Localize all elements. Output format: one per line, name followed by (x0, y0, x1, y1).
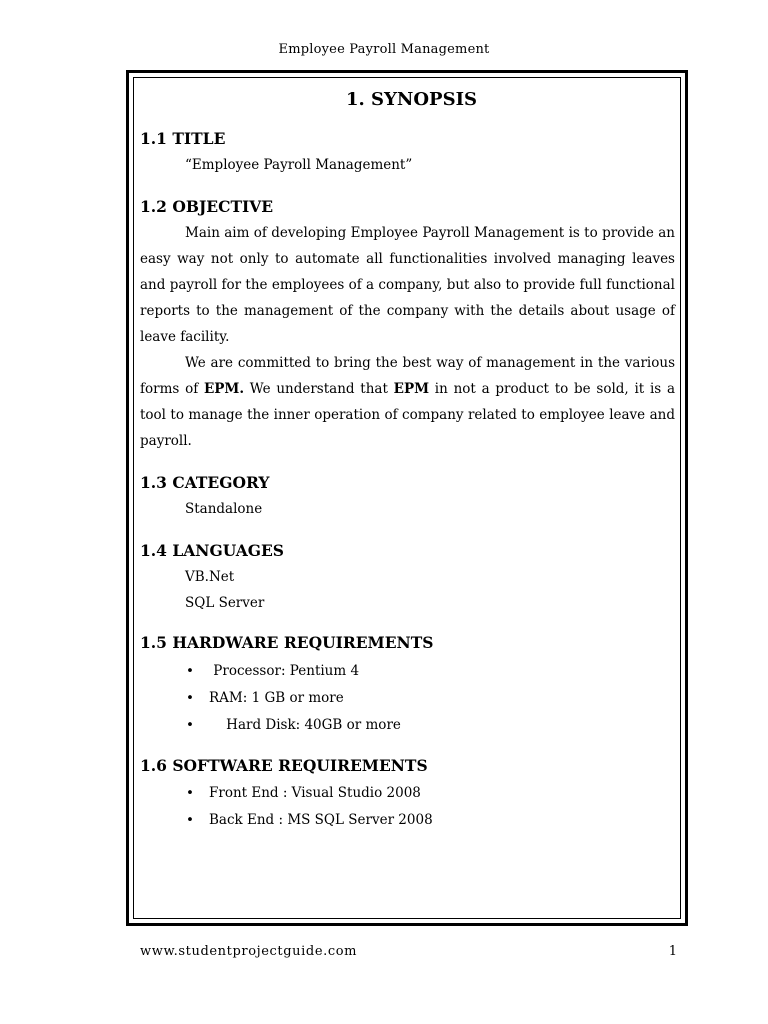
hardware-item (140, 658, 675, 685)
page-content (140, 86, 675, 834)
footer-url: www.studentprojectguide.com (140, 944, 358, 959)
section-software-heading: 1.6 SOFTWARE REQUIREMENTS (140, 756, 428, 775)
software-list (140, 780, 675, 834)
section-languages-heading: 1.4 LANGUAGES (140, 541, 285, 560)
software-item (140, 780, 675, 807)
objective-body (140, 220, 675, 454)
objective-paragraph-1: Main aim of developing Employee Payroll Management is to provide an easy way not only to automate all functionalities involved managing leaves and payroll for the employees of a company, but also to provide full functional reports to the management of the company with the details about usage of leave facility. (140, 225, 675, 345)
language-item: VB.Net (185, 569, 235, 585)
objective-text-segment: We understand that (244, 381, 394, 397)
hardware-item-text: Hard Disk: 40GB or more (209, 717, 401, 733)
category-text: Standalone (185, 501, 263, 517)
epm-bold-term: EPM (393, 381, 430, 397)
hardware-item (140, 712, 675, 739)
objective-text-segment: We are committed to bring the best way of management in the various forms of (140, 355, 675, 397)
page-title: 1. SYNOPSIS (346, 89, 477, 110)
section-objective-heading: 1.2 OBJECTIVE (140, 197, 274, 216)
running-header: Employee Payroll Management (278, 42, 490, 57)
software-item-text: Back End : MS SQL Server 2008 (209, 812, 433, 828)
software-item-text: Front End : Visual Studio 2008 (209, 785, 421, 801)
section-title-heading: 1.1 TITLE (140, 129, 226, 148)
language-item: SQL Server (185, 595, 265, 611)
hardware-item-text: Processor: Pentium 4 (209, 663, 360, 679)
hardware-list (140, 658, 675, 739)
hardware-item (140, 685, 675, 712)
page-footer (140, 944, 677, 959)
hardware-item-text: RAM: 1 GB or more (209, 690, 344, 706)
objective-text-segment: in not a product to be sold, it is a tool to manage the inner operation of company related to employee leave and payroll. (140, 381, 676, 449)
objective-paragraph-2 (140, 350, 675, 454)
page-number: 1 (668, 944, 677, 959)
section-hardware-heading: 1.5 HARDWARE REQUIREMENTS (140, 633, 434, 652)
project-title-text: “Employee Payroll Management” (185, 157, 413, 173)
section-category-heading: 1.3 CATEGORY (140, 473, 270, 492)
epm-bold-term: EPM. (203, 381, 245, 397)
software-item (140, 807, 675, 834)
